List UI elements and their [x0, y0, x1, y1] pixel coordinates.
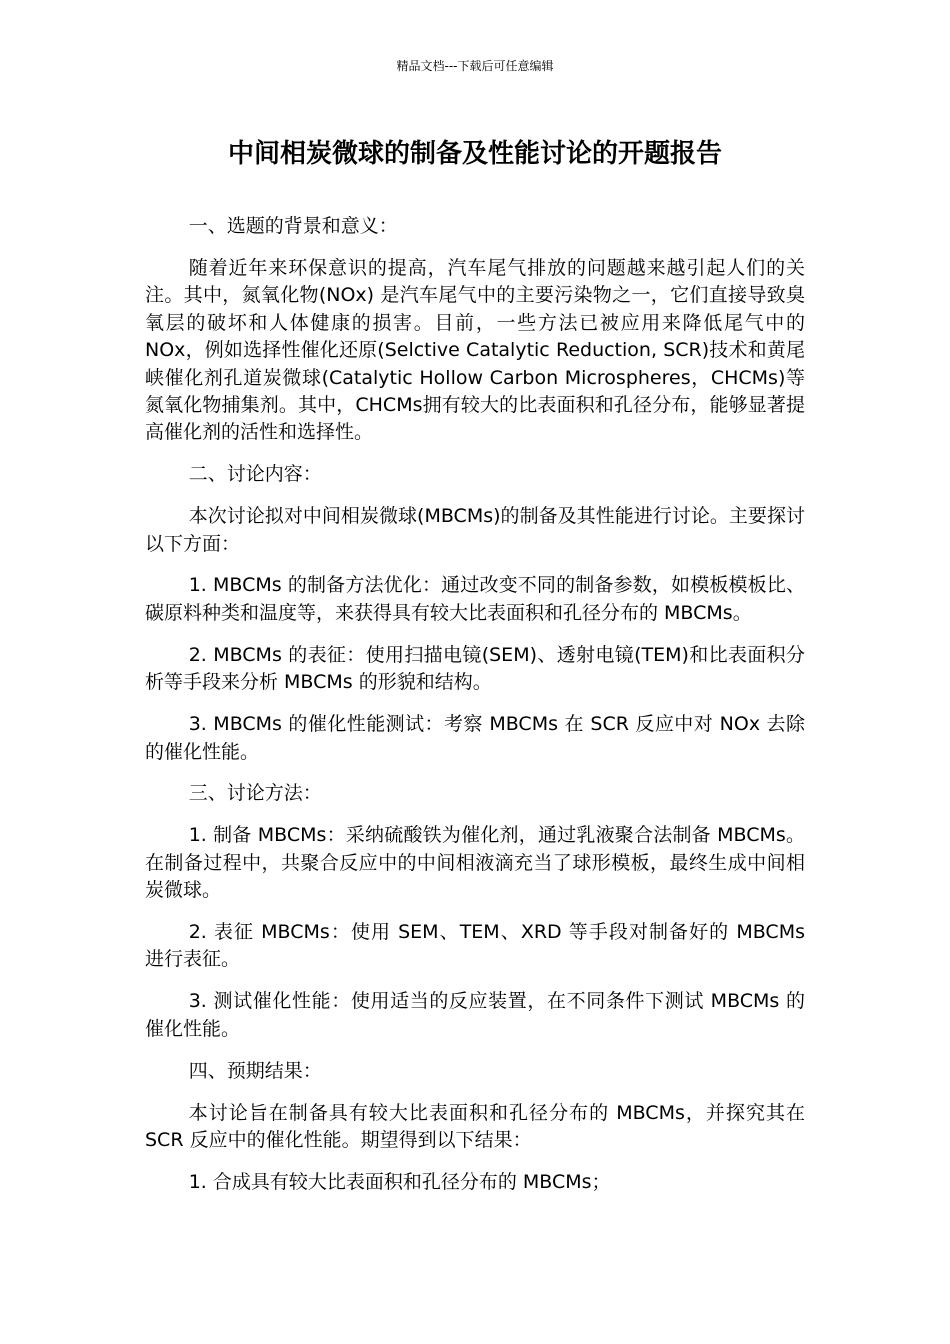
section-heading-results: 四、预期结果： — [188, 1059, 322, 1082]
section-heading-method: 三、讨论方法： — [188, 782, 322, 805]
section-heading-content: 二、讨论内容： — [188, 463, 322, 486]
list-item-content-3: 3. MBCMs 的催化性能测试：考察 MBCMs 在 SCR 反应中对 NOx 去除的催化性能。 — [145, 713, 805, 763]
list-item-method-3: 3. 测试催化性能：使用适当的反应装置，在不同条件下测试 MBCMs 的催化性能。 — [145, 990, 805, 1040]
list-item-method-2: 2. 表征 MBCMs：使用 SEM、TEM、XRD 等手段对制备好的 MBCMs 进行表征。 — [145, 921, 805, 971]
document-body — [145, 213, 805, 1211]
list-item-content-2: 2. MBCMs 的表征：使用扫描电镜(SEM)、透射电镜(TEM)和比表面积分析等手段来分析 MBCMs 的形貌和结构。 — [145, 643, 805, 694]
list-item-content-1: 1. MBCMs 的制备方法优化：通过改变不同的制备参数，如模板模板比、碳原料种类和温度等，来获得具有较大比表面积和孔径分布的 MBCMs。 — [145, 574, 805, 624]
document-title: 中间相炭微球的制备及性能讨论的开题报告 — [227, 139, 722, 169]
list-item-results-1: 1. 合成具有较大比表面积和孔径分布的 MBCMs； — [188, 1170, 611, 1193]
header-note: 精品文档---下载后可任意编辑 — [396, 59, 554, 73]
section-heading-background: 一、选题的背景和意义： — [188, 215, 398, 237]
paragraph-results-intro: 本讨论旨在制备具有较大比表面积和孔径分布的 MBCMs，并探究其在 SCR 反应中的催化性能。期望得到以下结果： — [145, 1101, 805, 1151]
list-item-method-1: 1. 制备 MBCMs：采纳硫酸铁为催化剂，通过乳液聚合法制备 MBCMs。在制备过程中，共聚合反应中的中间相液滴充当了球形模板，最终生成中间相炭微球。 — [145, 824, 805, 902]
paragraph-background: 随着近年来环保意识的提高，汽车尾气排放的问题越来越引起人们的关注。其中，氮氧化物(NOx) 是汽车尾气中的主要污染物之一，它们直接导致臭氧层的破坏和人体健康的损害。目前，一些方法已被应用来降低尾气中的 NOx，例如选择性催化还原(Selctive Catalytic Reduction, SCR)技术和黄尾峡催化剂孔道炭微球(Catalytic Hollow Carbon Microspheres，CHCMs)等氮氧化物捕集剂。其中，CHCMs拥有较大的比表面积和孔径分布，能够显著提高催化剂的活性和选择性。 — [145, 256, 805, 444]
paragraph-content-intro: 本次讨论拟对中间相炭微球(MBCMs)的制备及其性能进行讨论。主要探讨以下方面： — [145, 505, 805, 555]
